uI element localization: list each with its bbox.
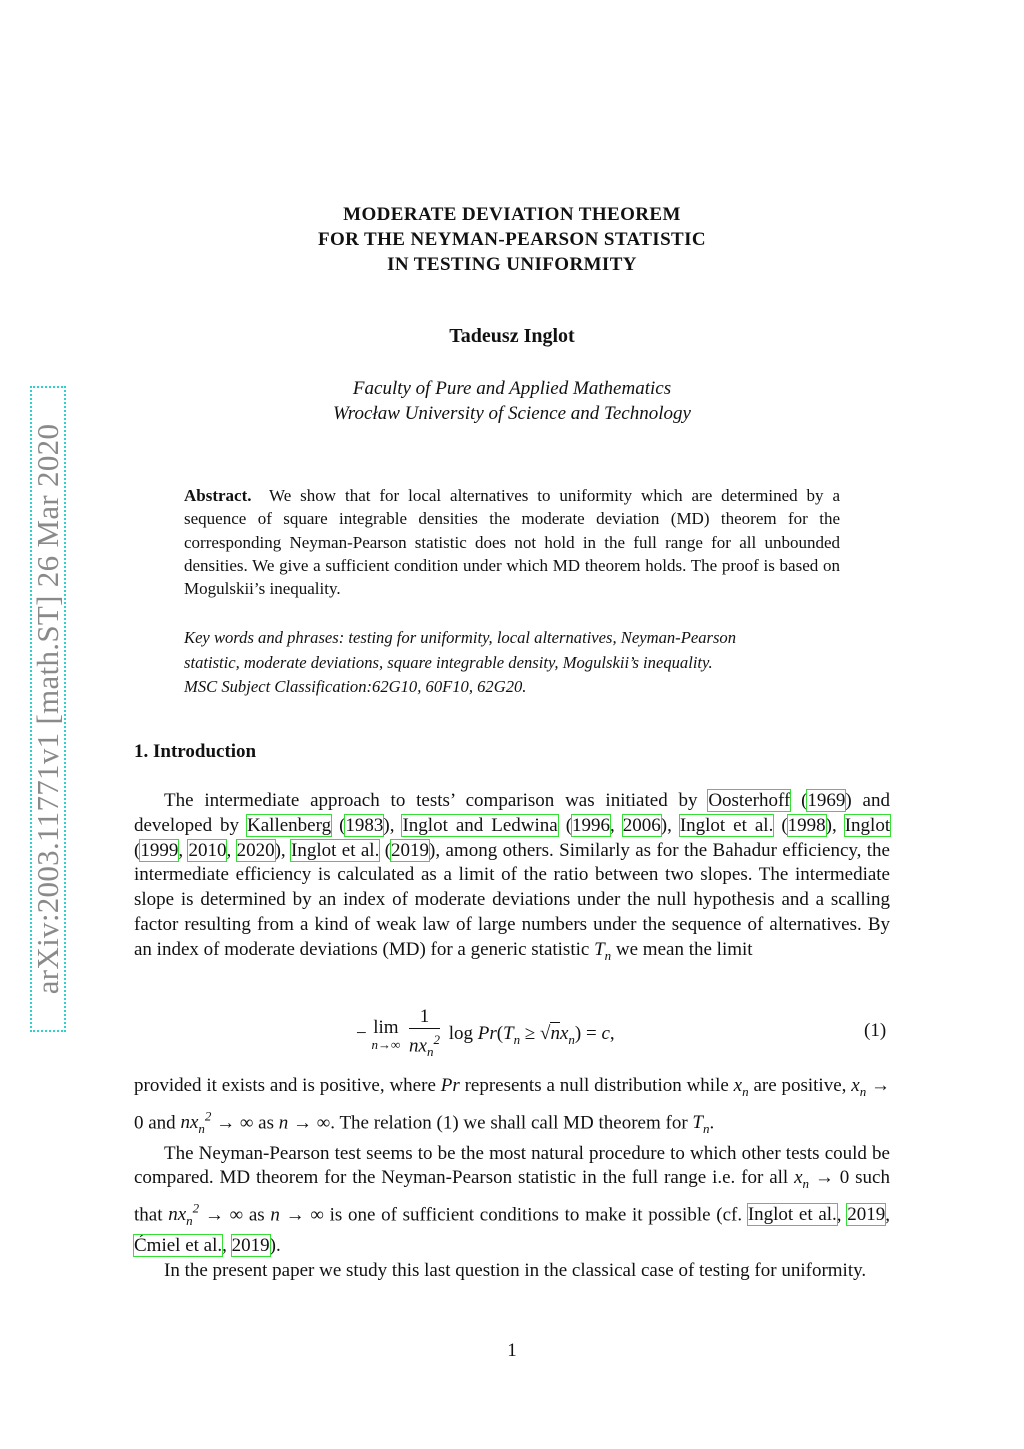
equation-body: − lim n→∞ $\frac{1}{nx_n^2}$ $\log Pr(T_n \ge √nx_n) = c$, [356,1006,615,1062]
citation-link[interactable]: Inglot et al. [747,1204,837,1226]
abstract [184,484,840,600]
citation-link[interactable]: 1999 [140,839,179,861]
title-line-1: MODERATE DEVIATION THEOREM [343,204,681,225]
msc-classification: MSC Subject Classification:62G10, 60F10, 62G20. [184,677,527,696]
author-name: Tadeusz Inglot [449,325,575,347]
keywords [184,626,874,700]
citation-link[interactable]: 2010 [188,839,227,861]
paper-title [0,202,1024,277]
citation-link[interactable]: 2019 [231,1234,270,1256]
citation-link[interactable]: Inglot [844,814,891,836]
section-heading: 1. Introduction [134,741,257,762]
abstract-label: Abstract. [184,486,252,505]
citation-link[interactable]: 1996 [572,814,611,836]
keywords-line-2: statistic, moderate deviations, square integrable density, Mogulskii’s inequality. [184,652,713,672]
title-line-2: FOR THE NEYMAN-PEARSON STATISTIC [317,229,707,250]
limit-operator: lim n→∞ [371,1016,401,1052]
page-number: 1 [507,1340,517,1361]
equation-number: (1) [864,1020,887,1041]
citation-link[interactable]: 2006 [622,814,661,836]
intro-paragraph-2: provided it exists and is positive, where Pr represents a null distribution while $x_n$ are positive, $x_n \to 0$ and $nx_n^2$ → ∞ as n → ∞. The relation (1) we shall call MD theorem for $T_n$. The Neyman-Pearson test seems to be the most natural procedure to which other tests could be compared. MD theorem for the Neyman-Pearson statistic in the full range i.e. for all $x_n \to 0$ such that $nx_n^2$ → ∞ as n → ∞ is one of sufficient conditions to make it possible (cf. Inglot et al., 2019, Ćmiel et al., 2019). In the present paper we study this last question in the classical case of testing for uniformity. [134,1075,891,1281]
title-line-3: IN TESTING UNIFORMITY [387,254,637,275]
citation-link[interactable]: Inglot and Ledwina [402,814,558,836]
citation-link[interactable]: Oosterhoff [708,790,791,811]
citation-link[interactable]: 1998 [787,814,826,836]
citation-link[interactable]: 1969 [807,790,846,811]
citation-link[interactable]: 2019 [847,1204,886,1226]
fraction: $\frac{1}{nx_n^2}$ [409,1006,440,1060]
equation-1 [0,1006,1024,1062]
abstract-text: We show that for local alternatives to uniformity which are determined by a sequence of square integrable densities the moderate deviation (MD) theorem for the corresponding Neyman-Pearson statistic does not hold in the full range for all unbounded densities. We give a sufficient condition under which MD theorem holds. The proof is based on Mogulskii’s inequality. [184,486,840,599]
citation-link[interactable]: Inglot et al. [291,839,380,861]
citation-link[interactable]: 2019 [391,839,430,861]
affiliation-line-2: Wrocław University of Science and Technology [333,403,691,424]
citation-link[interactable]: Kallenberg [247,814,332,836]
citation-link[interactable]: Ćmiel et al. [134,1234,223,1256]
keywords-line-1: Key words and phrases: testing for uniformity, local alternatives, Neyman-Pearson [184,628,737,647]
arxiv-stamp: arXiv:2003.11771v1 [math.ST] 26 Mar 2020 [30,423,65,995]
citation-link[interactable]: 1983 [345,814,384,836]
affiliation [0,376,1024,426]
citation-link[interactable]: Inglot et al. [679,814,774,836]
affiliation-line-1: Faculty of Pure and Applied Mathematics [352,378,672,399]
citation-link[interactable]: 2020 [236,839,275,861]
intro-paragraph-1: The intermediate approach to tests’ comparison was initiated by Oosterhoff (1969) and developed by Kallenberg (1983), Inglot and Ledwina (1996, 2006), Inglot et al. (1998), Inglot (1999, 2010, 2020), Inglot et al. (2019), among others. Similarly as for the Bahadur efficiency, the intermediate efficiency is calculated as a limit of the ratio between two slopes. The intermediate slope is determined by an index of moderate deviations under the null hypothesis and a scalling factor resulting from a kind of weak law of large numbers under the sequence of alternatives. By an index of moderate deviations (MD) for a generic statistic $T_n$ we mean the limit [134,790,891,963]
